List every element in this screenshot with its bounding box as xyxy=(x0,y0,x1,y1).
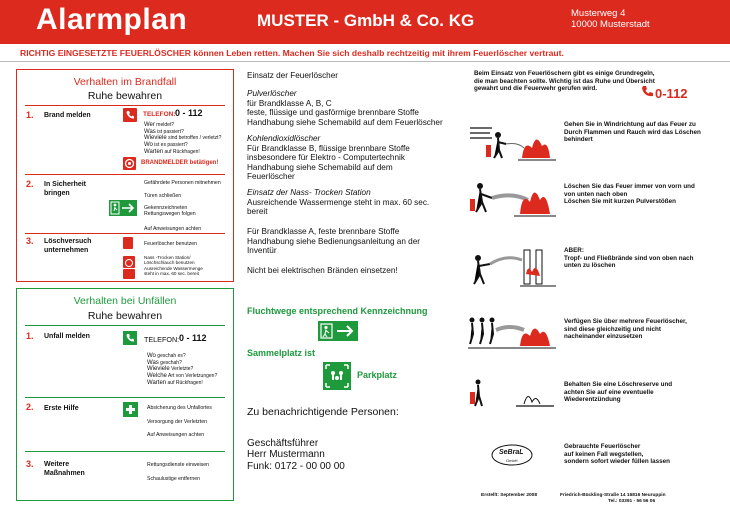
front-extinguish-illustration xyxy=(466,172,558,222)
step-text: Absicherung des Unfallortes xyxy=(147,405,212,411)
step-number: 1. xyxy=(26,331,34,341)
step-number: 3. xyxy=(26,236,34,246)
step-text: Auf Anweisungen achten xyxy=(144,226,202,232)
contacts-heading: Zu benachrichtigende Personen: xyxy=(247,406,399,418)
extinguisher-heading: Einsatz der Feuerlöscher xyxy=(247,71,339,80)
telephone-label: TELEFON: xyxy=(143,111,176,118)
fire-extinguisher-icon xyxy=(123,237,133,249)
rule-6: Gebrauchte Feuerlöscher auf keinen Fall wegstellen, sondern sofort wieder füllen lassen xyxy=(564,443,671,466)
step-text: Türen schließen xyxy=(144,193,182,199)
step-number: 1. xyxy=(26,110,34,120)
slogan: RICHTIG EINGESETZTE FEUERLÖSCHER können Leben retten. Machen Sie sich deshalb rechtzeitig mit ihrem Feuerlöscher vertraut. xyxy=(20,48,564,58)
step-label: Weitere Maßnahmen xyxy=(44,461,85,477)
step-number: 2. xyxy=(26,402,34,412)
step-text: Rettungsdienste einweisen xyxy=(147,462,210,468)
divider xyxy=(25,451,225,452)
phone-icon xyxy=(123,108,137,122)
emergency-number: 0-112 xyxy=(655,86,688,101)
divider xyxy=(25,233,225,234)
co2-extinguisher-section: Kohlendioxidlöscher Für Brandklasse B, flüssige brennbare Stoffe insbesondere für Elektro - Computertechnik Handhabung siehe Schemabild auf dem Feuerlöscher xyxy=(247,134,410,182)
telephone-label: TELEFON: xyxy=(144,335,180,344)
assembly-point-icon xyxy=(323,362,351,390)
step-label: In Sicherheit bringen xyxy=(44,181,87,197)
hose-reel-icon xyxy=(123,256,135,268)
step-text: Schaulustige entfernen xyxy=(147,476,201,482)
escape-route-label: Fluchtwege entsprechend Kennzeichnung xyxy=(247,306,428,316)
divider xyxy=(25,174,225,175)
telephone-number: 0 - 112 xyxy=(175,108,203,118)
rules-intro: Beim Einsatz von Feuerlöschern gibt es einige Grundregeln, die man beachten sollte. Wichtig ist das Ruhe und Übersicht gewahrt und die Feuerwehr gerufen wird. xyxy=(474,70,655,93)
step-text: Gekennzeichneten Rettungswegen folgen xyxy=(144,205,196,218)
fire-box-title: Verhalten im Brandfall xyxy=(73,76,177,88)
footer-date: Erstellt: September 2008 xyxy=(481,493,537,498)
divider xyxy=(25,325,225,326)
wet-dry-station-section: Einsatz der Nass- Trocken Station Ausreichende Wassermenge steht in max. 60 sec. bereit xyxy=(247,188,430,217)
logo-subtext: GmbH xyxy=(506,458,518,463)
assembly-point-label: Sammelplatz ist xyxy=(247,348,316,358)
rule-3: ABER: Tropf- und Fließbrände sind von oben nach unten zu löschen xyxy=(564,247,694,270)
step-number: 3. xyxy=(26,459,34,469)
phone-icon xyxy=(640,84,654,98)
phone-icon xyxy=(123,331,137,345)
emergency-exit-icon xyxy=(109,200,137,216)
brandmelder-label: BRANDMELDER betätigen! xyxy=(141,160,219,166)
rule-5: Behalten Sie eine Löschreserve und achten Sie auf eine eventuelle Wiederentzündung xyxy=(564,381,673,404)
reserve-illustration xyxy=(466,376,558,412)
report-questions: Wo geschah es? Was geschah? Wieviele Verletzte? Welche Art von Verletzungen? Warten auf Rückfragen! xyxy=(147,353,218,386)
divider xyxy=(25,105,225,106)
assembly-point-location: Parkplatz xyxy=(357,370,398,380)
fire-alarm-icon xyxy=(123,157,136,170)
electrical-warning: Nicht bei elektrischen Bränden einsetzen! xyxy=(247,266,398,275)
step-label: Brand melden xyxy=(44,112,91,119)
contact-person: Geschäftsführer Herr Mustermann Funk: 0172 - 00 00 00 xyxy=(247,438,345,472)
accident-box-subtitle: Ruhe bewahren xyxy=(87,310,163,322)
multiple-extinguishers-illustration xyxy=(466,312,558,352)
fire-procedure-box xyxy=(16,69,234,282)
report-questions: Wer meldet? Was ist passiert? Wieviele sind betroffen / verletzt? Wo ist es passiert? Warten auf Rückfragen! xyxy=(144,122,222,155)
accident-procedure-box xyxy=(16,288,234,501)
emergency-exit-icon xyxy=(318,321,358,341)
step-number: 2. xyxy=(26,179,34,189)
company-name: MUSTER - GmbH & Co. KG xyxy=(257,11,475,30)
step-text: Auf Anweisungen achten xyxy=(147,432,205,438)
first-aid-icon xyxy=(123,402,138,417)
step-label: Löschversuch unternehmen xyxy=(44,238,92,254)
step-text: Nass -Trocken Station/ Löschschlauch benutzen Ausreichende Wassermenge steht in max. 60 sec. bereit xyxy=(144,255,203,277)
hose-reel-icon xyxy=(123,269,135,279)
divider xyxy=(25,397,225,398)
divider xyxy=(0,61,730,62)
drip-fire-illustration xyxy=(466,244,558,292)
address-line-2: 10000 Musterstadt xyxy=(571,19,650,30)
rule-2: Löschen Sie das Feuer immer von vorn und von unten nach oben Löschen Sie mit kurzen Pulverstößen xyxy=(564,183,695,206)
company-address xyxy=(571,8,650,30)
fire-box-subtitle: Ruhe bewahren xyxy=(87,90,163,102)
rule-1: Gehen Sie in Windrichtung auf das Feuer zu Durch Flammen und Rauch wird das Löschen behindert xyxy=(564,121,701,144)
page-title: Alarmplan xyxy=(36,3,188,36)
step-text: Versorgung der Verletzten xyxy=(147,419,207,425)
rule-4: Verfügen Sie über mehrere Feuerlöscher, sind diese gleichzeitig und nicht nacheinander einzusetzen xyxy=(564,318,687,341)
address-line-1: Musterweg 4 xyxy=(571,8,626,19)
logo-text: SeBraL xyxy=(499,449,524,456)
telephone-number: 0 - 112 xyxy=(179,333,207,343)
accident-box-title: Verhalten bei Unfällen xyxy=(73,295,177,307)
powder-extinguisher-section: Pulverlöscher für Brandklasse A, B, C feste, flüssige und gasförmige brennbare Stoffe Handhabung siehe Schemabild auf dem Feuerlöscher xyxy=(247,89,443,127)
class-a-section: Für Brandklasse A, feste brennbare Stoffe Handhabung siehe Bedienungsanleitung an der Inventür xyxy=(247,227,420,256)
step-label: Unfall melden xyxy=(44,333,90,340)
footer-address: Friedrich-Bückling-Straße 14 16816 Neuruppin Tel.: 03391 - 56 56 06 xyxy=(560,493,666,504)
step-text: Gefährdete Personen mitnehmen xyxy=(144,180,221,186)
wind-direction-illustration xyxy=(466,118,558,166)
step-text: Feuerlöscher benutzen xyxy=(144,241,198,247)
step-label: Erste Hilfe xyxy=(44,405,79,412)
